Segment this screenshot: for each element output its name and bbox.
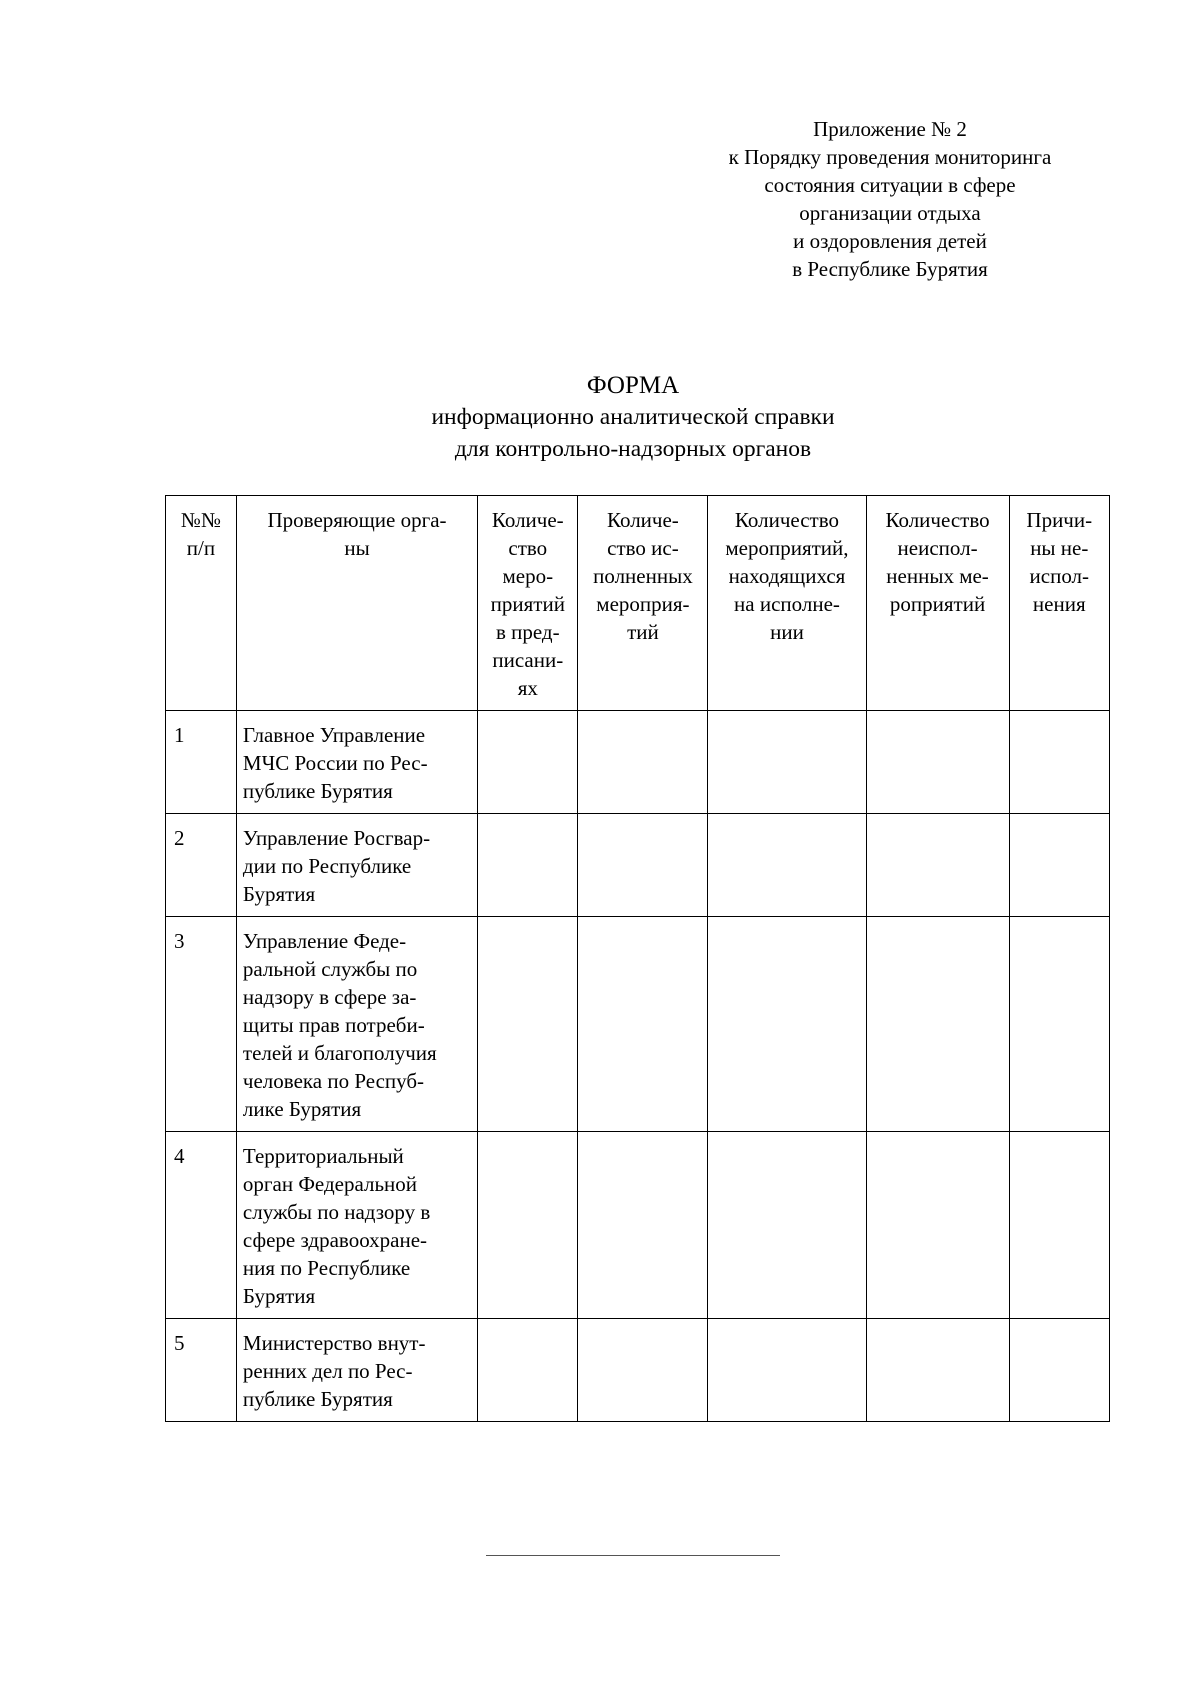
header-line: ях bbox=[517, 676, 538, 700]
header-line: ство ис- bbox=[607, 536, 679, 560]
organ-name-line: надзору в сфере за- bbox=[242, 985, 417, 1009]
empty-data-cell bbox=[1009, 1319, 1109, 1422]
empty-data-cell bbox=[478, 711, 578, 814]
empty-data-cell bbox=[578, 814, 708, 917]
appendix-line: состояния ситуации в сфере bbox=[764, 173, 1016, 197]
organ-name-line: Управление Феде- bbox=[242, 929, 407, 953]
header-line: роприятий bbox=[889, 592, 986, 616]
organ-name-line: службы по надзору в bbox=[242, 1200, 431, 1224]
organ-name-line: Территориальный bbox=[242, 1144, 404, 1168]
row-organ-name bbox=[236, 711, 477, 814]
header-line: мероприятий, bbox=[725, 536, 849, 560]
header-cell-measures-in-progress bbox=[708, 496, 866, 711]
form-subtitle-line: для контрольно-надзорных органов bbox=[454, 436, 812, 462]
header-line: п/п bbox=[186, 536, 216, 560]
header-line: Количество bbox=[734, 508, 839, 532]
empty-data-cell bbox=[1009, 711, 1109, 814]
organ-name-line: Главное Управление bbox=[242, 723, 426, 747]
row-organ-name bbox=[236, 917, 477, 1132]
organ-name-line: ренних дел по Рес- bbox=[242, 1359, 413, 1383]
header-line: ненных ме- bbox=[886, 564, 989, 588]
empty-data-cell bbox=[866, 1132, 1009, 1319]
empty-data-cell bbox=[708, 711, 866, 814]
organ-name-line: телей и благополучия bbox=[242, 1041, 437, 1065]
row-number: 1 bbox=[166, 711, 237, 814]
header-line: писани- bbox=[492, 648, 564, 672]
header-line: ны bbox=[344, 536, 370, 560]
table-row bbox=[166, 1132, 1110, 1319]
organ-name-line: Бурятия bbox=[242, 1284, 316, 1308]
header-line: №№ bbox=[180, 508, 221, 532]
empty-data-cell bbox=[708, 917, 866, 1132]
table-body bbox=[166, 711, 1110, 1422]
empty-data-cell bbox=[866, 711, 1009, 814]
header-cell-reasons bbox=[1009, 496, 1109, 711]
header-line: находящихся bbox=[728, 564, 846, 588]
form-heading bbox=[152, 370, 1114, 465]
header-cell-unfulfilled-measures bbox=[866, 496, 1009, 711]
appendix-line: Приложение № 2 bbox=[813, 117, 967, 141]
table-row bbox=[166, 711, 1110, 814]
row-number: 2 bbox=[166, 814, 237, 917]
empty-data-cell bbox=[866, 1319, 1009, 1422]
organ-name-line: Министерство внут- bbox=[242, 1331, 426, 1355]
empty-data-cell bbox=[1009, 1132, 1109, 1319]
organ-name-line: ральной службы по bbox=[242, 957, 418, 981]
empty-data-cell bbox=[478, 917, 578, 1132]
footer-rule bbox=[486, 1555, 780, 1556]
row-organ-name bbox=[236, 1319, 477, 1422]
empty-data-cell bbox=[578, 1132, 708, 1319]
organ-name-line: Управление Росгвар- bbox=[242, 826, 431, 850]
header-line: неиспол- bbox=[897, 536, 978, 560]
empty-data-cell bbox=[708, 1319, 866, 1422]
form-title: ФОРМА bbox=[586, 372, 680, 399]
empty-data-cell bbox=[708, 814, 866, 917]
organ-name-line: публике Бурятия bbox=[242, 779, 393, 803]
header-line: меро- bbox=[502, 564, 554, 588]
appendix-block bbox=[690, 115, 1090, 283]
header-line: нии bbox=[770, 620, 804, 644]
organ-name-line: орган Федеральной bbox=[242, 1172, 418, 1196]
form-subtitle-line: информационно аналитической справки bbox=[431, 404, 835, 430]
organ-name-line: сфере здравоохране- bbox=[242, 1228, 428, 1252]
empty-data-cell bbox=[578, 1319, 708, 1422]
organ-name-line: МЧС России по Рес- bbox=[242, 751, 428, 775]
header-line: Причи- bbox=[1026, 508, 1093, 532]
appendix-line: и оздоровления детей bbox=[793, 229, 987, 253]
table-header-row bbox=[166, 496, 1110, 711]
table-row bbox=[166, 1319, 1110, 1422]
row-number: 4 bbox=[166, 1132, 237, 1319]
row-organ-name bbox=[236, 814, 477, 917]
organ-name-line: дии по Республике bbox=[242, 854, 412, 878]
header-line: нения bbox=[1032, 592, 1086, 616]
header-cell-number bbox=[166, 496, 237, 711]
appendix-line: к Порядку проведения мониторинга bbox=[728, 145, 1052, 169]
header-line: полненных bbox=[593, 564, 693, 588]
empty-data-cell bbox=[478, 1132, 578, 1319]
empty-data-cell bbox=[478, 1319, 578, 1422]
header-line: ны не- bbox=[1030, 536, 1089, 560]
header-line: на исполне- bbox=[734, 592, 840, 616]
header-line: приятий bbox=[490, 592, 565, 616]
row-number: 5 bbox=[166, 1319, 237, 1422]
monitoring-table bbox=[165, 495, 1110, 1422]
row-number: 3 bbox=[166, 917, 237, 1132]
header-line: Количе- bbox=[607, 508, 679, 532]
appendix-line: организации отдыха bbox=[799, 201, 981, 225]
header-line: испол- bbox=[1029, 564, 1090, 588]
appendix-line: в Республике Бурятия bbox=[792, 257, 988, 281]
organ-name-line: ния по Республике bbox=[242, 1256, 411, 1280]
empty-data-cell bbox=[866, 917, 1009, 1132]
organ-name-line: человека по Респуб- bbox=[242, 1069, 425, 1093]
header-cell-organ bbox=[236, 496, 477, 711]
empty-data-cell bbox=[708, 1132, 866, 1319]
header-line: тий bbox=[627, 620, 659, 644]
empty-data-cell bbox=[478, 814, 578, 917]
header-line: Количе- bbox=[491, 508, 564, 532]
empty-data-cell bbox=[1009, 814, 1109, 917]
empty-data-cell bbox=[578, 711, 708, 814]
empty-data-cell bbox=[578, 917, 708, 1132]
organ-name-line: Бурятия bbox=[242, 882, 316, 906]
header-line: мероприя- bbox=[596, 592, 690, 616]
header-line: ство bbox=[508, 536, 548, 560]
header-cell-completed-measures bbox=[578, 496, 708, 711]
table-row bbox=[166, 917, 1110, 1132]
header-cell-measures-in-orders bbox=[478, 496, 578, 711]
organ-name-line: щиты прав потреби- bbox=[242, 1013, 425, 1037]
table-row bbox=[166, 814, 1110, 917]
organ-name-line: лике Бурятия bbox=[242, 1097, 362, 1121]
empty-data-cell bbox=[1009, 917, 1109, 1132]
header-line: Количество bbox=[885, 508, 990, 532]
row-organ-name bbox=[236, 1132, 477, 1319]
header-line: Проверяющие орга- bbox=[267, 508, 447, 532]
organ-name-line: публике Бурятия bbox=[242, 1387, 393, 1411]
empty-data-cell bbox=[866, 814, 1009, 917]
header-line: в пред- bbox=[495, 620, 560, 644]
